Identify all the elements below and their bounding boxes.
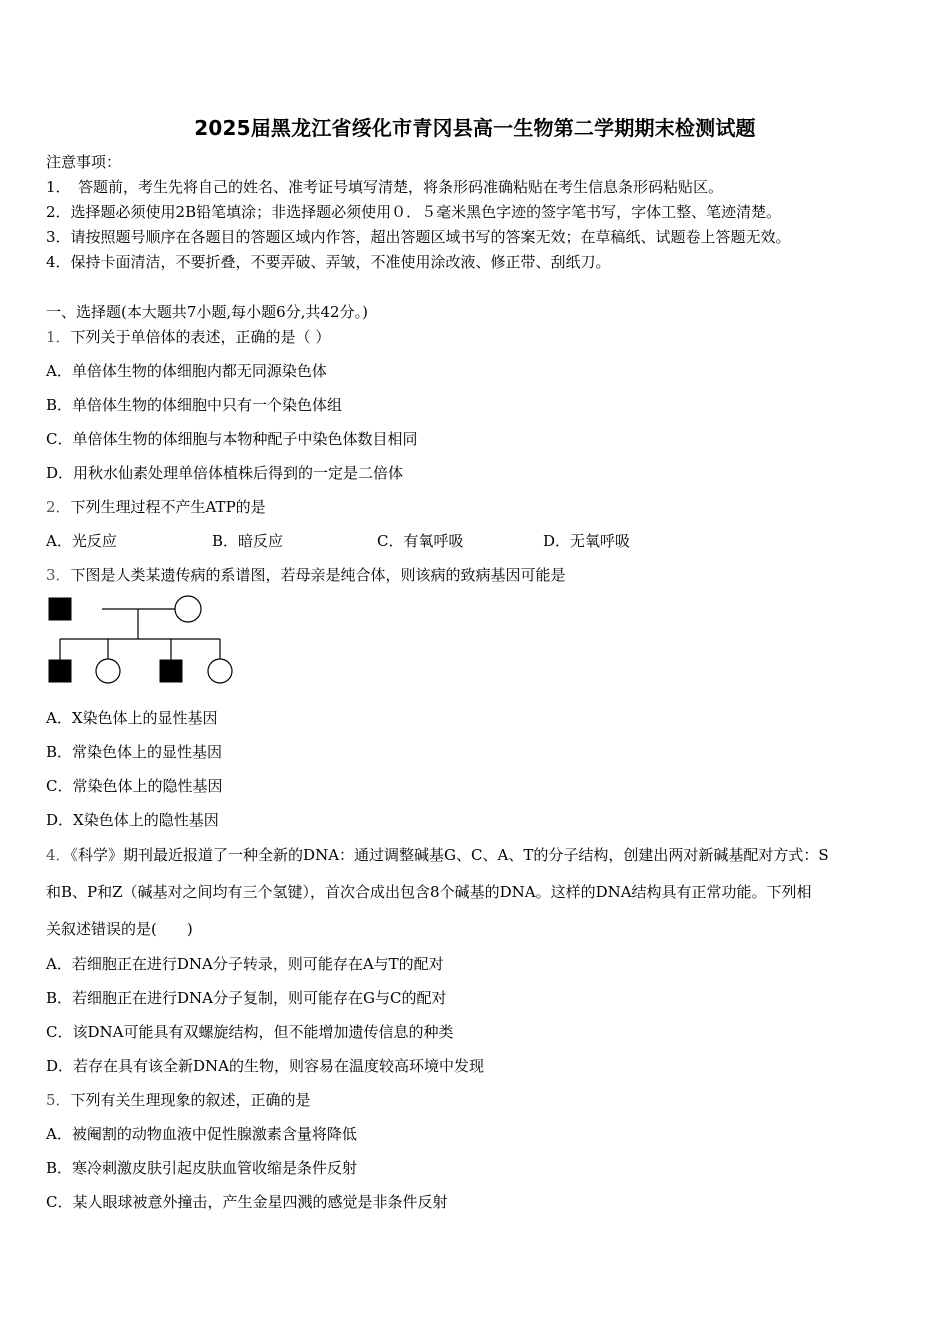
question-number: 5． bbox=[46, 1091, 71, 1109]
q5-option-b: B．寒冷刺激皮肤引起皮肤血管收缩是条件反射 bbox=[46, 1159, 358, 1177]
question-text: 下列有关生理现象的叙述，正确的是 bbox=[70, 1091, 311, 1109]
daughter-1-normal-female bbox=[96, 659, 120, 683]
question-text: 下列生理过程不产生ATP的是 bbox=[70, 498, 266, 516]
notice-item: 3．请按照题号顺序在各题目的答题区域内作答，超出答题区域书写的答案无效；在草稿纸、试题卷上答题无效。 bbox=[46, 228, 791, 246]
question-number: 3． bbox=[46, 566, 71, 584]
question-number: 4． bbox=[46, 846, 71, 864]
q1-option-c: C．单倍体生物的体细胞与本物种配子中染色体数目相同 bbox=[46, 430, 418, 448]
q4-option-a: A．若细胞正在进行DNA分子转录，则可能存在A与T的配对 bbox=[46, 955, 444, 973]
question-2-stem bbox=[46, 497, 266, 517]
question-text: 下列关于单倍体的表述，正确的是（ ） bbox=[70, 328, 331, 346]
q3-option-a: A．X染色体上的显性基因 bbox=[46, 709, 218, 727]
son-1-affected-male bbox=[49, 660, 71, 682]
q4-option-b: B．若细胞正在进行DNA分子复制，则可能存在G与C的配对 bbox=[46, 989, 447, 1007]
question-text: 《科学》期刊最近报道了一种全新的DNA：通过调整碱基G、C、A、T的分子结构，创建出两对新碱基配对方式：S bbox=[70, 846, 829, 864]
daughter-2-normal-female bbox=[208, 659, 232, 683]
q1-option-a: A．单倍体生物的体细胞内都无同源染色体 bbox=[46, 362, 327, 380]
question-text: 下图是人类某遗传病的系谱图，若母亲是纯合体，则该病的致病基因可能是 bbox=[70, 566, 566, 584]
notice-item: 1． 答题前，考生先将自己的姓名、准考证号填写清楚，将条形码准确粘贴在考生信息条形码粘贴区。 bbox=[46, 178, 724, 196]
q1-option-d: D．用秋水仙素处理单倍体植株后得到的一定是二倍体 bbox=[46, 464, 404, 482]
question-4-stem-line-2: 和B、P和Z（碱基对之间均有三个氢键），首次合成出包含8个碱基的DNA。这样的DNA结构具有正常功能。下列相 bbox=[46, 883, 812, 901]
q2-option-c: C．有氧呼吸 bbox=[377, 532, 464, 550]
notice-heading: 注意事项： bbox=[46, 153, 122, 171]
question-4-stem-line-1 bbox=[46, 845, 829, 865]
question-number: 2． bbox=[46, 498, 71, 516]
question-number: 1． bbox=[46, 328, 71, 346]
q5-option-a: A．被阉割的动物血液中促性腺激素含量将降低 bbox=[46, 1125, 357, 1143]
question-4-stem-line-3: 关叙述错误的是( ) bbox=[46, 920, 193, 938]
notice-item: 2．选择题必须使用2B铅笔填涂；非选择题必须使用０．５毫米黑色字迹的签字笔书写，字体工整、笔迹清楚。 bbox=[46, 203, 782, 221]
q4-option-c: C．该DNA可能具有双螺旋结构，但不能增加遗传信息的种类 bbox=[46, 1023, 454, 1041]
question-5-stem bbox=[46, 1090, 311, 1110]
q1-option-b: B．单倍体生物的体细胞中只有一个染色体组 bbox=[46, 396, 343, 414]
q2-option-b: B．暗反应 bbox=[212, 532, 284, 550]
q5-option-c: C．某人眼球被意外撞击，产生金星四溅的感觉是非条件反射 bbox=[46, 1193, 448, 1211]
section-heading: 一、选择题(本大题共7小题,每小题6分,共42分。) bbox=[46, 303, 368, 321]
page-title: 2025届黑龙江省绥化市青冈县高一生物第二学期期末检测试题 bbox=[194, 116, 756, 140]
q2-option-a: A．光反应 bbox=[46, 532, 117, 550]
q2-options-row bbox=[46, 531, 906, 551]
mother-normal-female bbox=[175, 596, 201, 622]
q3-option-d: D．X染色体上的隐性基因 bbox=[46, 811, 219, 829]
son-2-affected-male bbox=[160, 660, 182, 682]
notice-item: 4．保持卡面清洁，不要折叠，不要弄破、弄皱，不准使用涂改液、修正带、刮纸刀。 bbox=[46, 253, 611, 271]
question-3-stem bbox=[46, 565, 566, 585]
q4-option-d: D．若存在具有该全新DNA的生物，则容易在温度较高环境中发现 bbox=[46, 1057, 485, 1075]
pedigree-chart bbox=[44, 594, 244, 686]
q3-option-c: C．常染色体上的隐性基因 bbox=[46, 777, 223, 795]
question-1-stem bbox=[46, 327, 330, 347]
father-affected-male bbox=[49, 598, 71, 620]
q2-option-d: D．无氧呼吸 bbox=[543, 532, 631, 550]
q3-option-b: B．常染色体上的显性基因 bbox=[46, 743, 223, 761]
